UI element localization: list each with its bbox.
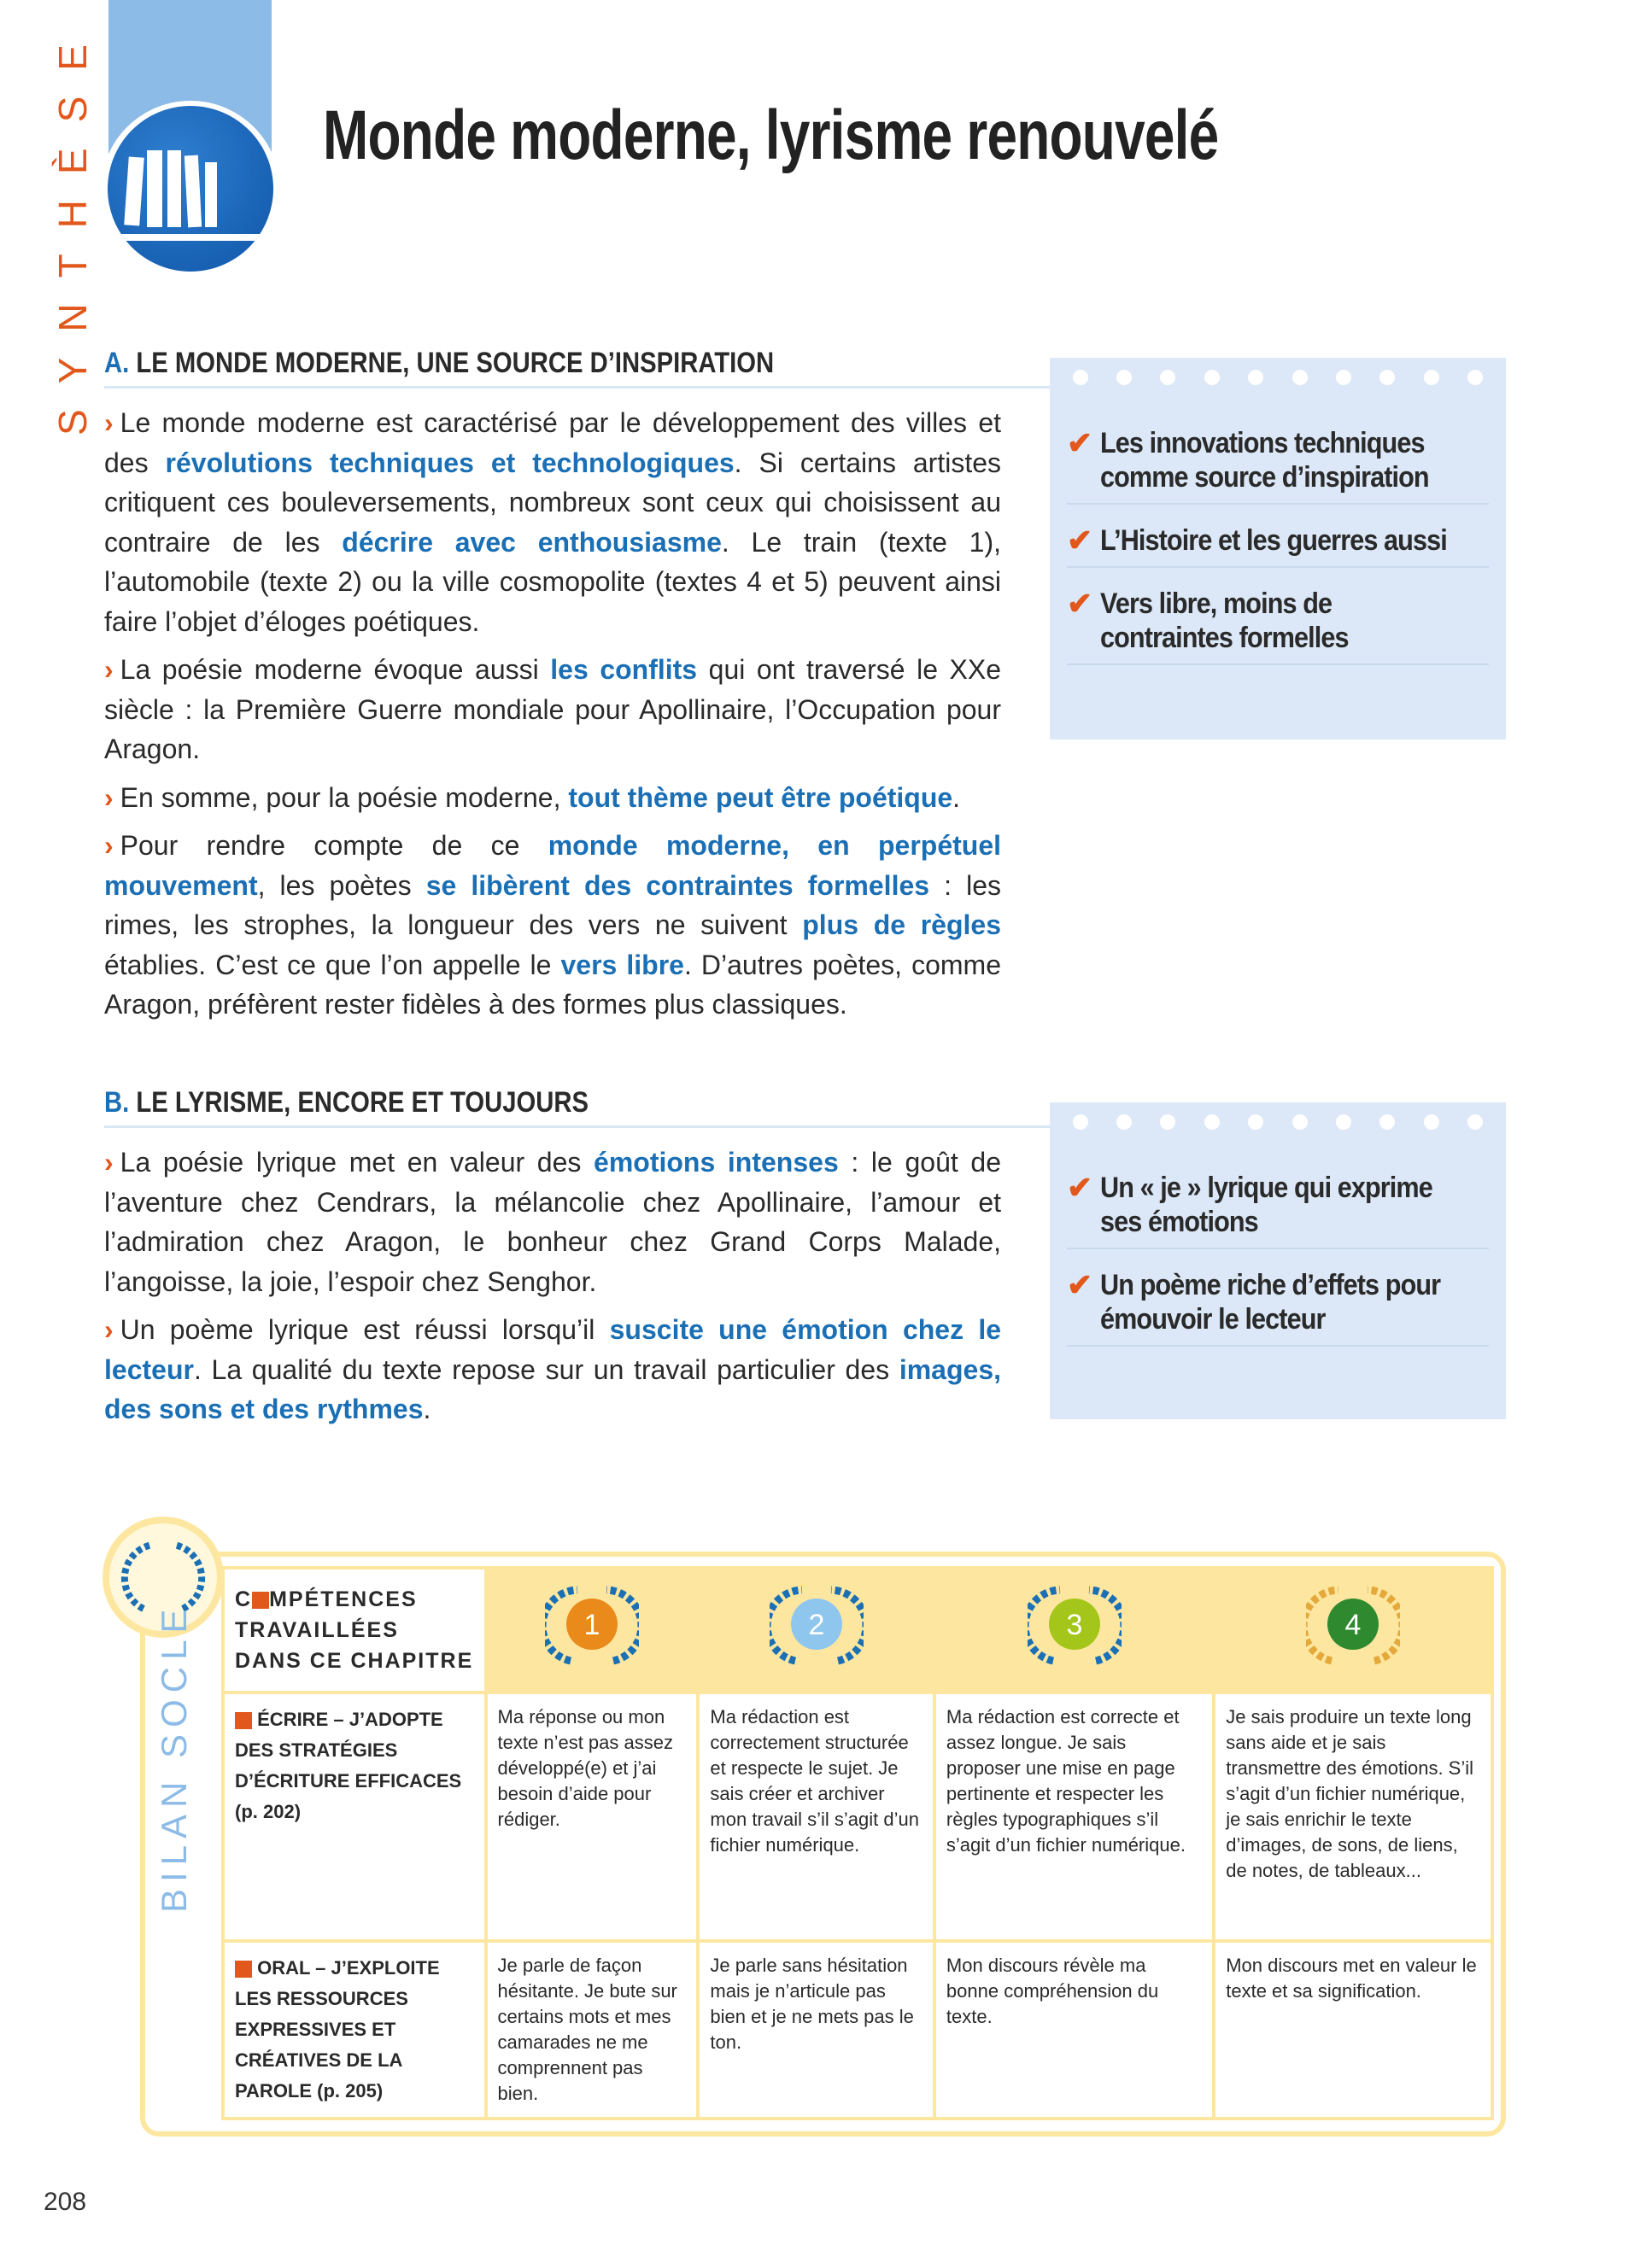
text-run: En somme, pour la poésie moderne, — [120, 781, 569, 813]
skill-label: ÉCRIRE – J’ADOPTE DES STRATÉGIES D’ÉCRITURE EFFICACES (p. 202) — [235, 1709, 462, 1822]
skill-cell — [223, 1941, 486, 2119]
ruled-line — [1067, 566, 1489, 568]
keyword: plus de règles — [802, 909, 1002, 940]
level-description: Mon discours met en valeur le texte et sa signification. — [1214, 1941, 1492, 2119]
level-header — [486, 1568, 699, 1692]
level-number: 3 — [1066, 1609, 1083, 1641]
checkmark-icon: ✔ — [1067, 1267, 1092, 1302]
bilan-title: BILAN SOCLE — [154, 1602, 194, 1913]
section-title: LE MONDE MODERNE, UNE SOURCE D’INSPIRATION — [136, 347, 775, 379]
note-item — [1050, 1171, 1506, 1239]
section-title: LE LYRISME, ENCORE ET TOUJOURS — [136, 1086, 589, 1119]
note-text: Vers libre, moins de contraintes formelles — [1100, 587, 1349, 654]
table-row — [223, 1692, 1492, 1941]
text-run: . — [952, 781, 961, 813]
note-text: Un poème riche d’effets pour émouvoir le lecteur — [1100, 1269, 1441, 1336]
medal-icon — [770, 1580, 864, 1674]
note-text: L’Histoire et les guerres aussi — [1100, 524, 1447, 557]
competences-table — [221, 1566, 1494, 2120]
square-icon — [235, 1961, 252, 1978]
text-run: La poésie lyrique met en valeur des — [120, 1147, 594, 1178]
level-description: Je sais produire un texte long sans aide et je sais transmettre des émotions. S’il s’agit d’un fichier numérique, je sais enrichir le texte d’images, de sons, de liens, de notes, de tableaux... — [1214, 1692, 1492, 1941]
skill-cell — [223, 1692, 486, 1941]
note-item — [1050, 426, 1506, 494]
keyword: suscite une émotion chez le lecteur — [104, 1314, 1002, 1385]
note-item — [1050, 587, 1506, 655]
paragraph — [104, 826, 1001, 1025]
keyword: décrire avec enthousiasme — [342, 526, 722, 558]
level-header — [698, 1568, 934, 1692]
section-b-text — [104, 1143, 1001, 1438]
note-item — [1050, 523, 1506, 558]
header-text: MPÉTENCES TRAVAILLÉES DANS CE CHAPITRE — [235, 1587, 474, 1673]
side-title: SYNTHÈSE — [50, 19, 95, 435]
text-run: Un poème lyrique est réussi lorsqu’il — [120, 1314, 610, 1345]
square-icon — [252, 1592, 269, 1609]
keyword: monde moderne, en perpétuel mouvement — [104, 830, 1001, 901]
keyword: tout thème peut être poétique — [568, 781, 953, 813]
text-run: Pour rendre compte de ce — [120, 830, 548, 861]
level-header — [1214, 1568, 1492, 1692]
text-run: , les poètes — [257, 869, 426, 901]
level-number: 1 — [583, 1609, 600, 1641]
level-description: Ma rédaction est correctement structurée et respecte le sujet. Je sais créer et archiver mon travail s’il s’agit d’un fichier numérique. — [698, 1692, 934, 1941]
checkmark-icon: ✔ — [1067, 523, 1092, 558]
table-row — [223, 1941, 1492, 2119]
paragraph — [104, 1143, 1001, 1301]
medal-icon — [1028, 1580, 1122, 1674]
section-a-heading — [104, 347, 774, 380]
text-run: . La qualité du texte repose sur un travail particulier des — [193, 1353, 899, 1385]
page-number: 208 — [44, 2188, 87, 2216]
text-run: . Si certains artistes critiquent ces bouleversements, nombreux sont ceux qui choisissent au contraire de les — [104, 447, 1002, 558]
books-icon — [108, 106, 273, 272]
arrow-icon: › — [104, 654, 114, 685]
note-text: Un « je » lyrique qui exprime ses émotions — [1100, 1172, 1433, 1238]
keyword: révolutions techniques et technologiques — [165, 447, 735, 478]
note-item — [1050, 1268, 1506, 1336]
section-b-notes — [1050, 1102, 1506, 1419]
arrow-icon: › — [104, 1314, 114, 1345]
level-header — [934, 1568, 1214, 1692]
binder-holes — [1050, 358, 1506, 385]
keyword: vers libre — [560, 949, 684, 980]
text-run: établies. C’est ce que l’on appelle le — [104, 949, 561, 980]
ruled-line — [1067, 663, 1489, 665]
ruled-line — [1067, 1345, 1489, 1347]
keyword: émotions intenses — [594, 1147, 839, 1178]
text-run: La poésie moderne évoque aussi — [120, 654, 551, 685]
text-run: . — [423, 1394, 431, 1424]
section-a-notes — [1050, 358, 1506, 739]
section-a-text — [104, 403, 1001, 1033]
divider — [104, 386, 1052, 389]
note-text: Les innovations techniques comme source d’inspiration — [1100, 427, 1429, 494]
text-run: . D’autres poètes, comme Aragon, préfèrent rester fidèles à des formes plus classiques. — [104, 949, 1002, 1020]
paragraph — [104, 1310, 1001, 1429]
page-title: Monde moderne, lyrisme renouvelé — [323, 96, 1219, 174]
section-letter: A. — [104, 347, 130, 379]
level-number: 2 — [808, 1609, 825, 1641]
checkmark-icon: ✔ — [1067, 1170, 1092, 1205]
section-b-heading — [104, 1086, 589, 1119]
paragraph — [104, 650, 1001, 769]
level-number: 4 — [1344, 1609, 1362, 1641]
header-c: C — [235, 1587, 253, 1611]
keyword: se libèrent des contraintes formelles — [425, 869, 930, 901]
level-description: Ma rédaction est correcte et assez longue. Je sais proposer une mise en page pertinente et respecter les règles typographiques s’il s’agit d’un fichier numérique. — [934, 1692, 1214, 1941]
square-icon — [235, 1712, 252, 1729]
checkmark-icon: ✔ — [1067, 425, 1092, 460]
checkmark-icon: ✔ — [1067, 586, 1092, 621]
paragraph — [104, 778, 1001, 818]
keyword: images, des sons et des rythmes — [104, 1353, 1001, 1424]
ruled-line — [1067, 1248, 1489, 1249]
medal-icon — [545, 1580, 639, 1674]
text-run: . Le train (texte 1), l’automobile (texte 2) ou la ville cosmopolite (textes 4 et 5) peuvent ainsi faire l’objet d’éloges poétiques. — [104, 526, 1002, 637]
ruled-line — [1067, 503, 1489, 505]
medal-icon — [1306, 1580, 1400, 1674]
arrow-icon: › — [104, 1147, 114, 1178]
text-run: : le goût de l’aventure chez Cendrars, la mélancolie chez Apollinaire, l’amour et l’admiration chez Aragon, le bonheur chez Grand Corps Malade, l’angoisse, la joie, l’espoir chez Senghor. — [104, 1147, 1002, 1297]
competences-header — [223, 1568, 486, 1692]
binder-holes — [1050, 1102, 1506, 1130]
level-description: Je parle de façon hésitante. Je bute sur certains mots et mes camarades ne me comprennent pas bien. — [486, 1941, 699, 2119]
skill-label: ORAL – J’EXPLOITE LES RESSOURCES EXPRESSIVES ET CRÉATIVES DE LA PAROLE (p. 205) — [235, 1957, 440, 2101]
text-run: : les rimes, les strophes, la longueur des vers ne suivent — [104, 869, 1002, 940]
level-description: Je parle sans hésitation mais je n’articule pas bien et je ne mets pas le ton. — [698, 1941, 934, 2119]
level-description: Mon discours révèle ma bonne compréhension du texte. — [934, 1941, 1214, 2119]
section-letter: B. — [104, 1086, 130, 1119]
keyword: les conflits — [550, 654, 698, 685]
divider — [104, 1125, 1052, 1128]
text-run: qui ont traversé le XXe siècle : la Première Guerre mondiale pour Apollinaire, l’Occupation pour Aragon. — [104, 654, 1002, 764]
arrow-icon: › — [104, 781, 114, 813]
paragraph — [104, 403, 1001, 641]
text-run: Le monde moderne est caractérisé par le développement des villes et des — [104, 407, 1001, 478]
level-description: Ma réponse ou mon texte n’est pas assez développé(e) et j’ai besoin d’aide pour rédiger. — [486, 1692, 699, 1941]
arrow-icon: › — [104, 407, 114, 438]
arrow-icon: › — [104, 830, 114, 861]
